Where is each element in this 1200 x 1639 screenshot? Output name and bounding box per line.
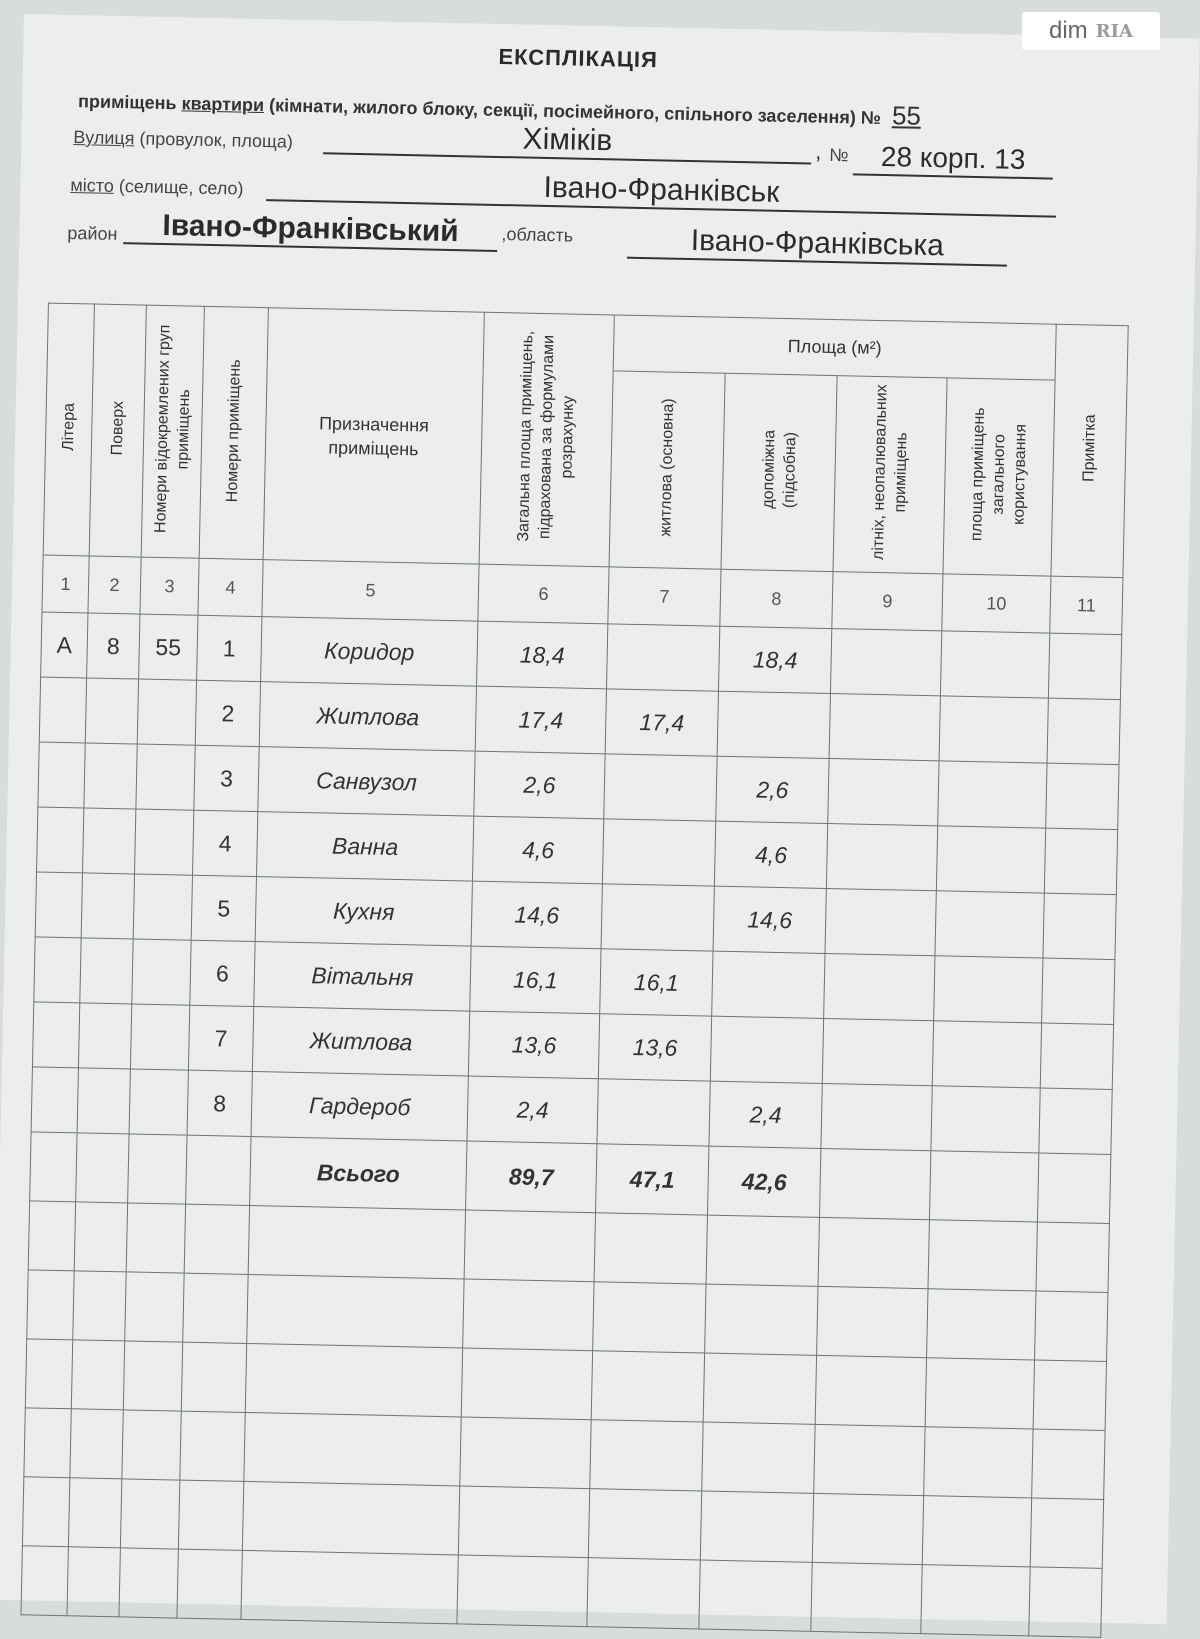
col-num: 8	[720, 569, 833, 628]
cell-room-number: 4	[193, 810, 258, 876]
cell-room-number: 8	[187, 1070, 252, 1136]
cell-room-number: 3	[194, 745, 259, 811]
cell-living-area	[604, 754, 717, 821]
cell-room-name: Ванна	[256, 812, 473, 882]
cell-litera	[37, 807, 84, 873]
header-auxiliary: допоміжна (підсобна)	[721, 373, 837, 571]
cell-group	[133, 874, 192, 940]
cell-empty	[186, 1135, 251, 1205]
cell-litera	[31, 1067, 78, 1133]
explication-table	[20, 303, 1128, 1638]
cell-total-area: 16,1	[470, 946, 601, 1014]
col-num: 7	[608, 567, 721, 626]
cell-group: 55	[139, 614, 198, 680]
cell-empty	[824, 953, 935, 1020]
header-area-group: Площа (м²)	[613, 315, 1056, 380]
col-num: 9	[832, 572, 943, 631]
header-common-use: площа приміщень загального користування	[943, 378, 1055, 576]
cell-empty	[932, 1021, 1041, 1088]
cell-empty	[929, 1151, 1038, 1222]
cell-empty	[931, 1086, 1040, 1153]
cell-floor	[83, 808, 136, 874]
header-litera: Літера	[43, 303, 94, 556]
cell-empty	[819, 1148, 930, 1219]
col-num: 10	[942, 574, 1051, 633]
col-num: 2	[88, 556, 141, 614]
cell-total-area: 2,4	[467, 1076, 598, 1144]
cell-floor	[80, 938, 133, 1004]
cell-empty	[829, 694, 940, 761]
comma-1: ,	[815, 138, 822, 164]
subtitle-suffix: (кімнати, жилого блоку, секції, посімейного, спільного заселення) №	[268, 95, 882, 128]
cell-room-name: Житлова	[252, 1007, 469, 1077]
cell-total-area: 13,6	[468, 1011, 599, 1079]
logo-dim-text: dim	[1048, 17, 1088, 44]
cell-living-area: 17,4	[605, 689, 718, 756]
cell-empty	[1042, 958, 1115, 1024]
cell-litera	[32, 1002, 79, 1068]
col-num: 1	[42, 555, 89, 613]
cell-room-number: 2	[195, 680, 260, 746]
cell-room-number: 7	[188, 1005, 253, 1071]
header-total-area: Загальна площа приміщень, підрахована за формулами розрахунку	[479, 312, 614, 567]
cell-empty	[940, 631, 1049, 698]
header-purpose: Призначення приміщень	[263, 308, 484, 564]
cell-empty	[1037, 1153, 1110, 1223]
header-groups: Номери відокремлених груп приміщень	[141, 305, 204, 558]
cell-litera	[38, 742, 85, 808]
house-number-value: 28 корп. 13	[853, 139, 1054, 179]
cell-group	[137, 679, 196, 745]
document-title: ЕКСПЛІКАЦІЯ	[498, 43, 659, 73]
cell-room-name: Гардероб	[251, 1072, 468, 1142]
dim-ria-logo[interactable]	[1022, 12, 1160, 50]
cell-empty	[821, 1083, 932, 1150]
header-living: житлова (основна)	[609, 371, 725, 569]
cell-empty	[1046, 763, 1119, 829]
region-value: Івано-Франківська	[627, 223, 1008, 267]
cell-litera: А	[41, 612, 88, 678]
cell-litera	[34, 937, 81, 1003]
header-row-1	[47, 303, 1128, 382]
cell-aux-area	[710, 1016, 823, 1083]
cell-empty	[828, 759, 939, 826]
cell-aux-area	[717, 691, 830, 758]
cell-living-area	[602, 819, 715, 886]
cell-aux-area: 14,6	[713, 886, 826, 953]
col-num: 4	[198, 558, 263, 616]
cell-group	[135, 809, 194, 875]
city-label-main: місто	[70, 175, 115, 196]
cell-room-number: 6	[190, 940, 255, 1006]
cell-aux-area: 18,4	[718, 626, 831, 693]
cell-litera	[35, 872, 82, 938]
district-label: район	[67, 222, 118, 245]
total-aux-sum: 42,6	[707, 1146, 820, 1217]
cell-empty	[1047, 698, 1120, 764]
total-area-sum: 89,7	[466, 1141, 597, 1213]
cell-empty	[128, 1134, 187, 1204]
cell-empty	[1039, 1088, 1112, 1154]
cell-total-area: 4,6	[472, 816, 603, 884]
cell-empty	[822, 1018, 933, 1085]
cell-floor	[85, 678, 138, 744]
cell-total-area: 17,4	[475, 686, 606, 754]
cell-room-number: 1	[197, 615, 262, 681]
cell-group	[136, 744, 195, 810]
street-value: Хіміків	[323, 118, 812, 164]
header-room-numbers: Номери приміщень	[199, 306, 268, 559]
cell-floor	[77, 1068, 130, 1134]
region-label: ,область	[501, 224, 574, 246]
cell-floor	[84, 743, 137, 809]
cell-living-area: 16,1	[600, 949, 713, 1016]
col-num: 3	[140, 557, 199, 615]
cell-room-name: Санвузол	[258, 747, 475, 817]
cell-total-area: 2,6	[474, 751, 605, 819]
city-label-rest: (селище, село)	[118, 176, 244, 199]
header-floor: Поверх	[89, 304, 146, 557]
col-num: 6	[478, 564, 609, 624]
cell-room-number: 5	[191, 875, 256, 941]
cell-empty	[1044, 828, 1117, 894]
cell-empty	[934, 956, 1043, 1023]
subtitle-prefix: приміщень	[77, 91, 177, 114]
cell-total-area: 18,4	[477, 621, 608, 689]
header-unheated: літніх, неопалювальних приміщень	[833, 376, 947, 574]
logo-ria-text: RIA	[1095, 20, 1134, 42]
cell-empty	[1040, 1023, 1113, 1089]
cell-aux-area: 2,4	[709, 1081, 822, 1148]
cell-group	[129, 1069, 188, 1135]
cell-room-name: Житлова	[259, 682, 476, 752]
cell-empty	[830, 629, 941, 696]
cell-living-area: 13,6	[598, 1014, 711, 1081]
cell-litera	[39, 677, 86, 743]
apartment-number: 55	[891, 100, 922, 131]
cell-room-name: Коридор	[261, 617, 478, 687]
cell-room-name: Кухня	[255, 877, 472, 947]
district-value: Івано-Франківський	[123, 208, 498, 252]
cell-group	[132, 939, 191, 1005]
cell-floor	[78, 1003, 131, 1069]
total-label: Всього	[250, 1137, 467, 1211]
cell-empty	[825, 888, 936, 955]
cell-aux-area: 4,6	[714, 821, 827, 888]
cell-empty	[1043, 893, 1116, 959]
cell-total-area: 14,6	[471, 881, 602, 949]
cell-empty	[826, 824, 937, 891]
cell-floor: 8	[87, 613, 140, 679]
cell-empty	[1048, 633, 1121, 699]
cell-empty	[936, 826, 1045, 893]
subtitle-underlined: квартири	[181, 93, 265, 116]
cell-living-area	[601, 884, 714, 951]
street-label-rest: (провулок, площа)	[139, 128, 294, 152]
header-note: Примітка	[1051, 324, 1128, 577]
cell-aux-area	[712, 951, 825, 1018]
cell-empty	[76, 1133, 129, 1203]
house-number-label: №	[829, 144, 849, 166]
city-label	[70, 175, 244, 200]
total-living-sum: 47,1	[596, 1144, 709, 1215]
city-value: Івано-Франківськ	[266, 165, 1057, 218]
cell-aux-area: 2,6	[716, 756, 829, 823]
cell-living-area	[597, 1079, 710, 1146]
cell-empty	[935, 891, 1044, 958]
cell-room-name: Вітальня	[254, 942, 471, 1012]
cell-floor	[81, 873, 134, 939]
street-label-main: Вулиця	[73, 127, 135, 149]
cell-group	[130, 1004, 189, 1070]
street-label	[73, 127, 293, 153]
cell-empty	[938, 761, 1047, 828]
col-num: 11	[1050, 576, 1123, 634]
cell-empty	[30, 1132, 77, 1202]
cell-empty	[939, 696, 1048, 763]
col-num: 5	[262, 560, 479, 622]
cell-living-area	[606, 624, 719, 691]
document-page	[0, 14, 1200, 1624]
